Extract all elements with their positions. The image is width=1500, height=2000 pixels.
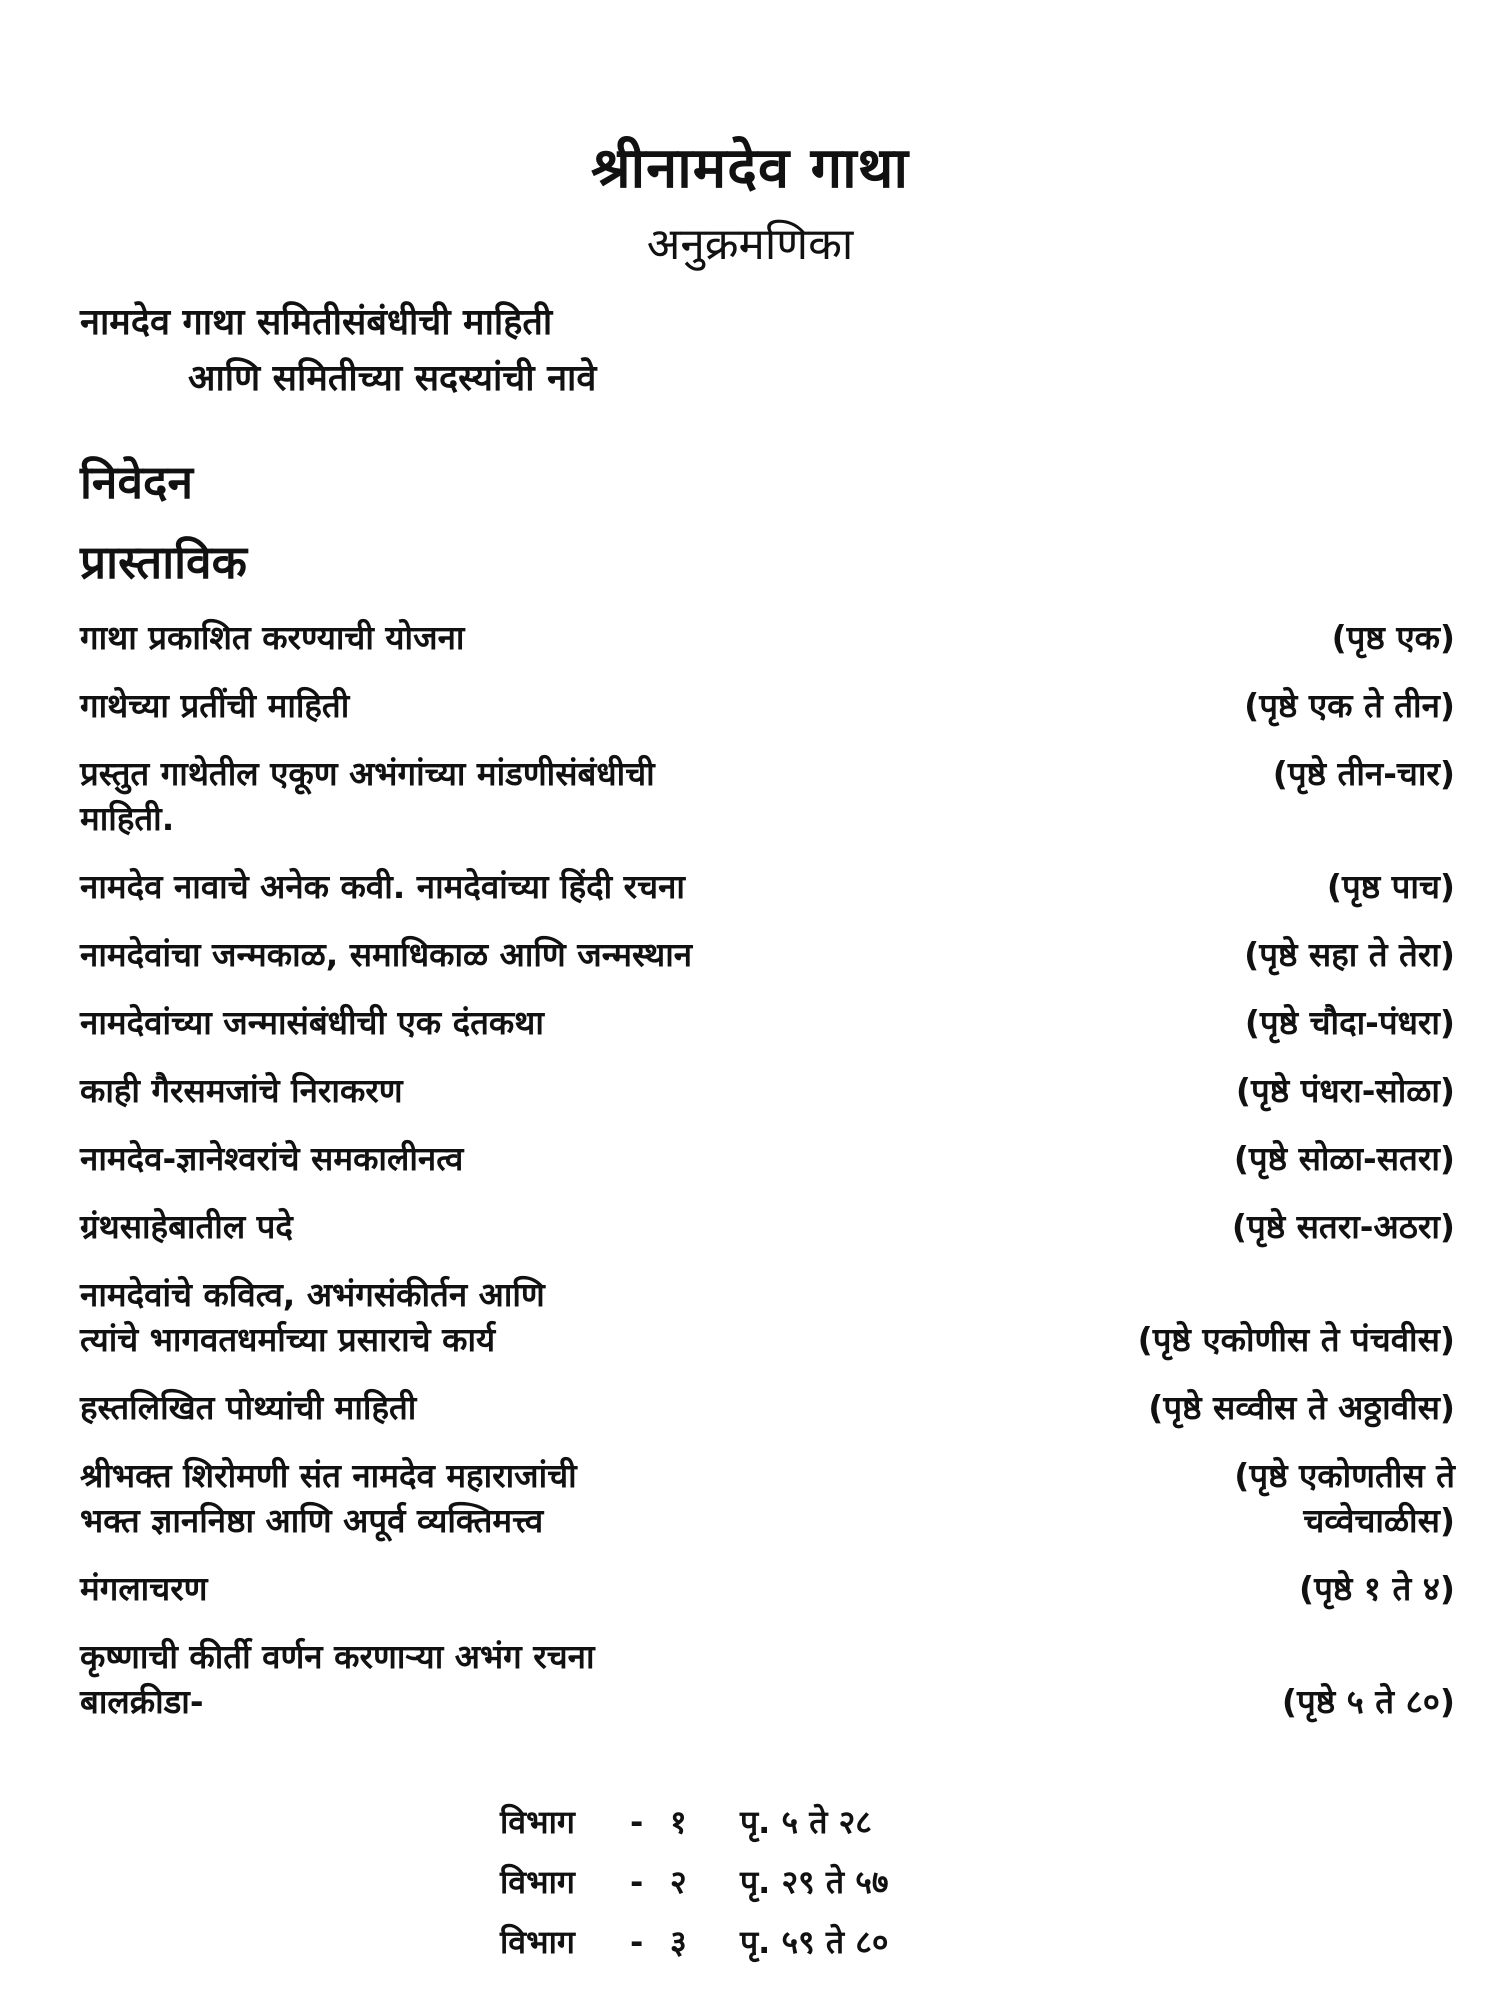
toc-topic: हस्तलिखित पोथ्यांची माहिती [80,1388,417,1427]
toc-row [80,1566,1455,1611]
toc-row [80,1634,1455,1724]
toc-pages: (पृष्ठे पंधरा-सोळा) [1235,1071,1455,1110]
division-number: ३ [670,1923,687,1961]
toc-row [80,932,1455,977]
division-label: विभाग [500,1803,575,1841]
toc-topic: कृष्णाची कीर्ती वर्णन करणाऱ्या अभंग रचना बालक्रीडा- [80,1637,595,1721]
page-title: श्रीनामदेव गाथा [591,136,909,201]
toc-topic: नामदेव-ज्ञानेश्वरांचे समकालीनत्व [80,1139,464,1178]
heading-nivedan: निवेदन [80,455,193,509]
toc-pages: (पृष्ठे सहा ते तेरा) [1244,935,1455,974]
toc-row [80,1272,1455,1362]
committee-line-2: आणि समितीच्या सदस्यांची नावे [188,358,597,399]
toc-pages: (पृष्ठे १ ते ४) [1299,1569,1455,1608]
toc-pages: (पृष्ठ पाच) [1326,867,1455,906]
toc-pages: (पृष्ठ एक) [1331,618,1455,657]
toc-pages: (पृष्ठे एकोणीस ते पंचवीस) [1137,1320,1455,1359]
toc-row [80,615,1455,660]
toc-topic: नामदेव नावाचे अनेक कवी. नामदेवांच्या हिंदी रचना [80,867,685,906]
toc-topic: प्रस्तुत गाथेतील एकूण अभंगांच्या मांडणीसंबंधीची माहिती. [80,754,655,838]
toc-pages: (पृष्ठे ५ ते ८०) [1281,1682,1455,1721]
division-row [500,1852,889,1912]
division-row [500,1912,889,1972]
toc-pages: (पृष्ठे सव्वीस ते अठ्ठावीस) [1148,1388,1455,1427]
division-pages: पृ. ५९ ते ८० [740,1923,889,1961]
toc-row [80,1453,1455,1543]
toc-topic: गाथेच्या प्रतींची माहिती [80,686,350,725]
toc-topic: नामदेवांचा जन्मकाळ, समाधिकाळ आणि जन्मस्थान [80,935,693,974]
division-number: २ [670,1863,687,1901]
committee-line-1: नामदेव गाथा समितीसंबंधीची माहिती [80,302,553,343]
toc-pages: (पृष्ठे सोळा-सतरा) [1233,1139,1455,1178]
division-list [500,1792,889,1972]
toc-topic: श्रीभक्त शिरोमणी संत नामदेव महाराजांची भक्त ज्ञाननिष्ठा आणि अपूर्व व्यक्तिमत्त्व [80,1456,577,1540]
toc-topic: काही गैरसमजांचे निराकरण [80,1071,403,1110]
division-dash: - [630,1863,644,1901]
toc-row [80,864,1455,909]
toc-topic: गाथा प्रकाशित करण्याची योजना [80,618,465,657]
toc-pages: (पृष्ठे सतरा-अठरा) [1231,1207,1455,1246]
toc-row [80,751,1455,841]
toc-topic: नामदेवांच्या जन्मासंबंधीची एक दंतकथा [80,1003,544,1042]
toc-row [80,1204,1455,1249]
division-label: विभाग [500,1923,575,1961]
table-of-contents [80,615,1455,1747]
toc-row [80,1385,1455,1430]
heading-prastavik: प्रास्ताविक [80,535,247,589]
toc-row [80,1136,1455,1181]
toc-pages: (पृष्ठे चौदा-पंधरा) [1244,1003,1455,1042]
toc-topic: ग्रंथसाहेबातील पदे [80,1207,293,1246]
toc-topic: मंगलाचरण [80,1569,208,1608]
division-dash: - [630,1803,644,1841]
division-pages: पृ. २९ ते ५७ [740,1863,889,1901]
division-row [500,1792,889,1852]
division-number: १ [670,1803,687,1841]
page-subtitle: अनुक्रमणिका [646,219,854,270]
division-dash: - [630,1923,644,1961]
toc-row [80,1000,1455,1045]
toc-row [80,683,1455,728]
toc-pages: (पृष्ठे एकोणतीस ते चव्वेचाळीस) [1234,1456,1455,1540]
toc-topic: नामदेवांचे कवित्व, अभंगसंकीर्तन आणि त्यांचे भागवतधर्माच्या प्रसाराचे कार्य [80,1275,545,1359]
division-pages: पृ. ५ ते २८ [740,1803,872,1841]
committee-info [80,295,596,407]
toc-row [80,1068,1455,1113]
toc-pages: (पृष्ठे एक ते तीन) [1244,686,1455,725]
division-label: विभाग [500,1863,575,1901]
toc-pages: (पृष्ठे तीन-चार) [1272,754,1455,793]
